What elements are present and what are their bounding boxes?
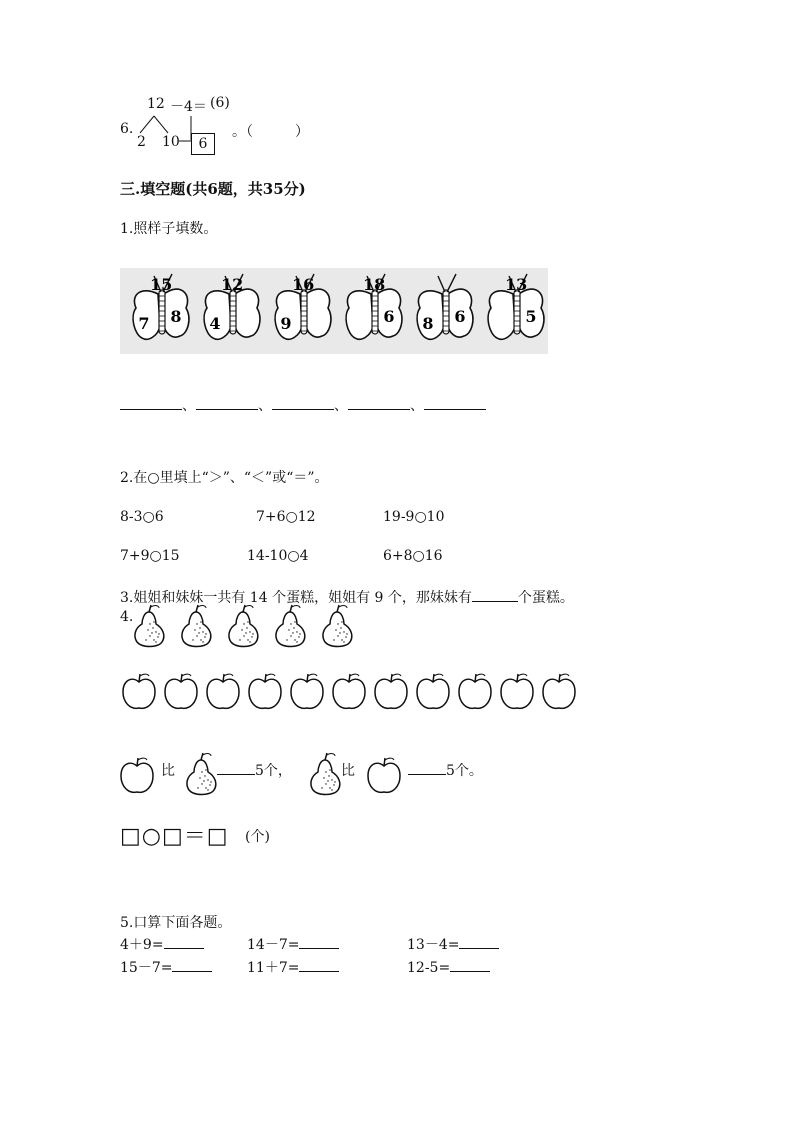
- p4-number: 4.: [120, 609, 134, 625]
- q6-answer-paren: 。（ ）: [232, 124, 309, 140]
- p2-item: 7+6○12: [256, 509, 316, 525]
- p5-blank[interactable]: [450, 957, 490, 972]
- butterfly-body: [514, 290, 520, 334]
- p2-item: 19-9○10: [383, 509, 445, 525]
- p4-cmp1-word: 比: [161, 763, 175, 779]
- butterfly-top-number: 15: [150, 275, 173, 294]
- butterfly-top-number: 16: [292, 275, 315, 294]
- butterfly-left-wing: [346, 291, 373, 339]
- p2-item: 6+8○16: [383, 548, 443, 564]
- pear-icon: [308, 752, 344, 797]
- apple-icon: [291, 674, 323, 708]
- section-title: 三.填空题(共6题，共35分): [120, 180, 306, 198]
- pear-icon: [276, 605, 305, 647]
- butterfly-body: [230, 290, 236, 334]
- butterfly: [275, 274, 331, 339]
- apple-icon: [417, 674, 449, 708]
- p3-text-b: 个蛋糕。: [517, 590, 574, 606]
- apple-icon: [543, 674, 575, 708]
- butterfly-right-number: 6: [454, 307, 466, 326]
- p5-expr: 14－7=: [247, 937, 300, 953]
- pear-icon: [187, 753, 216, 795]
- apple-icon: [367, 754, 403, 794]
- butterfly-left-number: 9: [280, 314, 292, 333]
- answer-blank[interactable]: [272, 395, 334, 410]
- q6-split-b: 10: [162, 134, 180, 150]
- butterfly-left-number: 8: [422, 314, 434, 333]
- p4-cmp1: [217, 760, 292, 780]
- p2-item: 14-10○4: [247, 548, 309, 564]
- butterfly-body: [372, 290, 378, 334]
- butterfly-body: [443, 290, 449, 334]
- answer-blank[interactable]: [120, 395, 182, 410]
- p5-item: [247, 934, 339, 954]
- p5-expr: 15－7=: [120, 960, 173, 976]
- p5-expr: 4＋9=: [120, 937, 164, 953]
- apple-row: [120, 670, 580, 712]
- butterfly-left-wing: [488, 291, 515, 339]
- apple-icon: [207, 674, 239, 708]
- p5-item: [247, 957, 339, 977]
- p5-blank[interactable]: [172, 957, 212, 972]
- butterfly: [488, 274, 544, 339]
- separator: 、: [258, 398, 272, 414]
- p5-item: [407, 934, 499, 954]
- p5-expr: 13－4=: [407, 937, 460, 953]
- p4-cmp2: [408, 760, 483, 780]
- butterfly: [204, 274, 260, 339]
- butterfly-right-wing: [235, 289, 260, 337]
- p4-equation: □○□＝□: [120, 824, 229, 849]
- answer-blank[interactable]: [196, 395, 258, 410]
- apple-icon: [165, 674, 197, 708]
- p5-item: [120, 934, 204, 954]
- butterfly-figure: [120, 268, 548, 354]
- p5-expr: 11＋7=: [247, 960, 300, 976]
- q6-eq-left: 12: [147, 96, 165, 112]
- p5-item: [407, 957, 490, 976]
- butterfly-left-number: 4: [209, 314, 221, 333]
- q6-box: [191, 133, 215, 155]
- p5-expr: 12-5=: [407, 960, 451, 976]
- apple-icon: [375, 674, 407, 708]
- apple-icon: [120, 754, 156, 794]
- apple-icon: [459, 674, 491, 708]
- separator: 、: [410, 398, 424, 414]
- butterfly-left-number: 7: [138, 314, 150, 333]
- pear-icon: [311, 753, 340, 795]
- butterfly-top-number: 12: [221, 275, 244, 294]
- butterfly: [417, 274, 473, 339]
- apple-icon: [123, 674, 155, 708]
- answer-blank[interactable]: [424, 395, 486, 410]
- butterfly-right-wing: [306, 289, 331, 337]
- p1-prompt: 1.照样子填数。: [120, 221, 218, 237]
- p5-item: [120, 957, 212, 977]
- p2-item: 7+9○15: [120, 548, 180, 564]
- butterfly-antenna: [438, 276, 445, 292]
- apple-icon: [501, 674, 533, 708]
- separator: 、: [182, 398, 196, 414]
- apple-icon: [368, 758, 400, 792]
- apple-icon: [333, 674, 365, 708]
- p4-cmp1-tail: 5个，: [255, 763, 292, 779]
- q6-number: 6.: [120, 121, 134, 137]
- pear-icon: [229, 605, 258, 647]
- butterfly: [346, 274, 402, 339]
- q6-split-a: 2: [137, 134, 146, 150]
- butterfly-right-number: 6: [383, 307, 395, 326]
- butterfly-right-number: 5: [525, 307, 537, 326]
- p4-cmp2-word: 比: [341, 763, 355, 779]
- p4-cmp2-tail: 5个。: [446, 763, 483, 779]
- p3-answer-blank[interactable]: [472, 587, 518, 602]
- p5-blank[interactable]: [299, 934, 339, 949]
- p5-prompt: 5.口算下面各题。: [120, 915, 232, 931]
- butterfly-body: [301, 290, 307, 334]
- p4-unit: (个): [245, 829, 270, 845]
- p5-blank[interactable]: [164, 934, 204, 949]
- p4-blank-2[interactable]: [408, 760, 446, 775]
- q6-eq-result: (6): [210, 95, 230, 111]
- answer-blank[interactable]: [348, 395, 410, 410]
- p5-blank[interactable]: [459, 934, 499, 949]
- p1-answer-line: [120, 395, 486, 415]
- p2-prompt: 2.在○里填上“＞”、“＜”或“＝”。: [120, 470, 329, 486]
- pear-icon: [135, 605, 164, 647]
- separator: 、: [334, 398, 348, 414]
- q6-box-value: 6: [198, 136, 208, 152]
- p2-item: 8-3○6: [120, 509, 164, 525]
- apple-icon: [249, 674, 281, 708]
- p4-blank-1[interactable]: [217, 760, 255, 775]
- butterfly-top-number: 18: [363, 275, 386, 294]
- butterfly-top-number: 13: [505, 275, 528, 294]
- butterfly-body: [159, 290, 165, 334]
- q6-eq-op: －4＝: [170, 99, 207, 115]
- apple-icon: [121, 758, 153, 792]
- pear-row: [132, 604, 382, 649]
- pear-icon: [323, 605, 352, 647]
- butterfly: [133, 274, 189, 339]
- pear-icon: [182, 605, 211, 647]
- butterfly-right-number: 8: [170, 307, 182, 326]
- p5-blank[interactable]: [299, 957, 339, 972]
- pear-icon: [184, 752, 220, 797]
- p3-text-a: 3.姐姐和妹妹一共有 14 个蛋糕，姐姐有 9 个，那妹妹有: [120, 590, 472, 606]
